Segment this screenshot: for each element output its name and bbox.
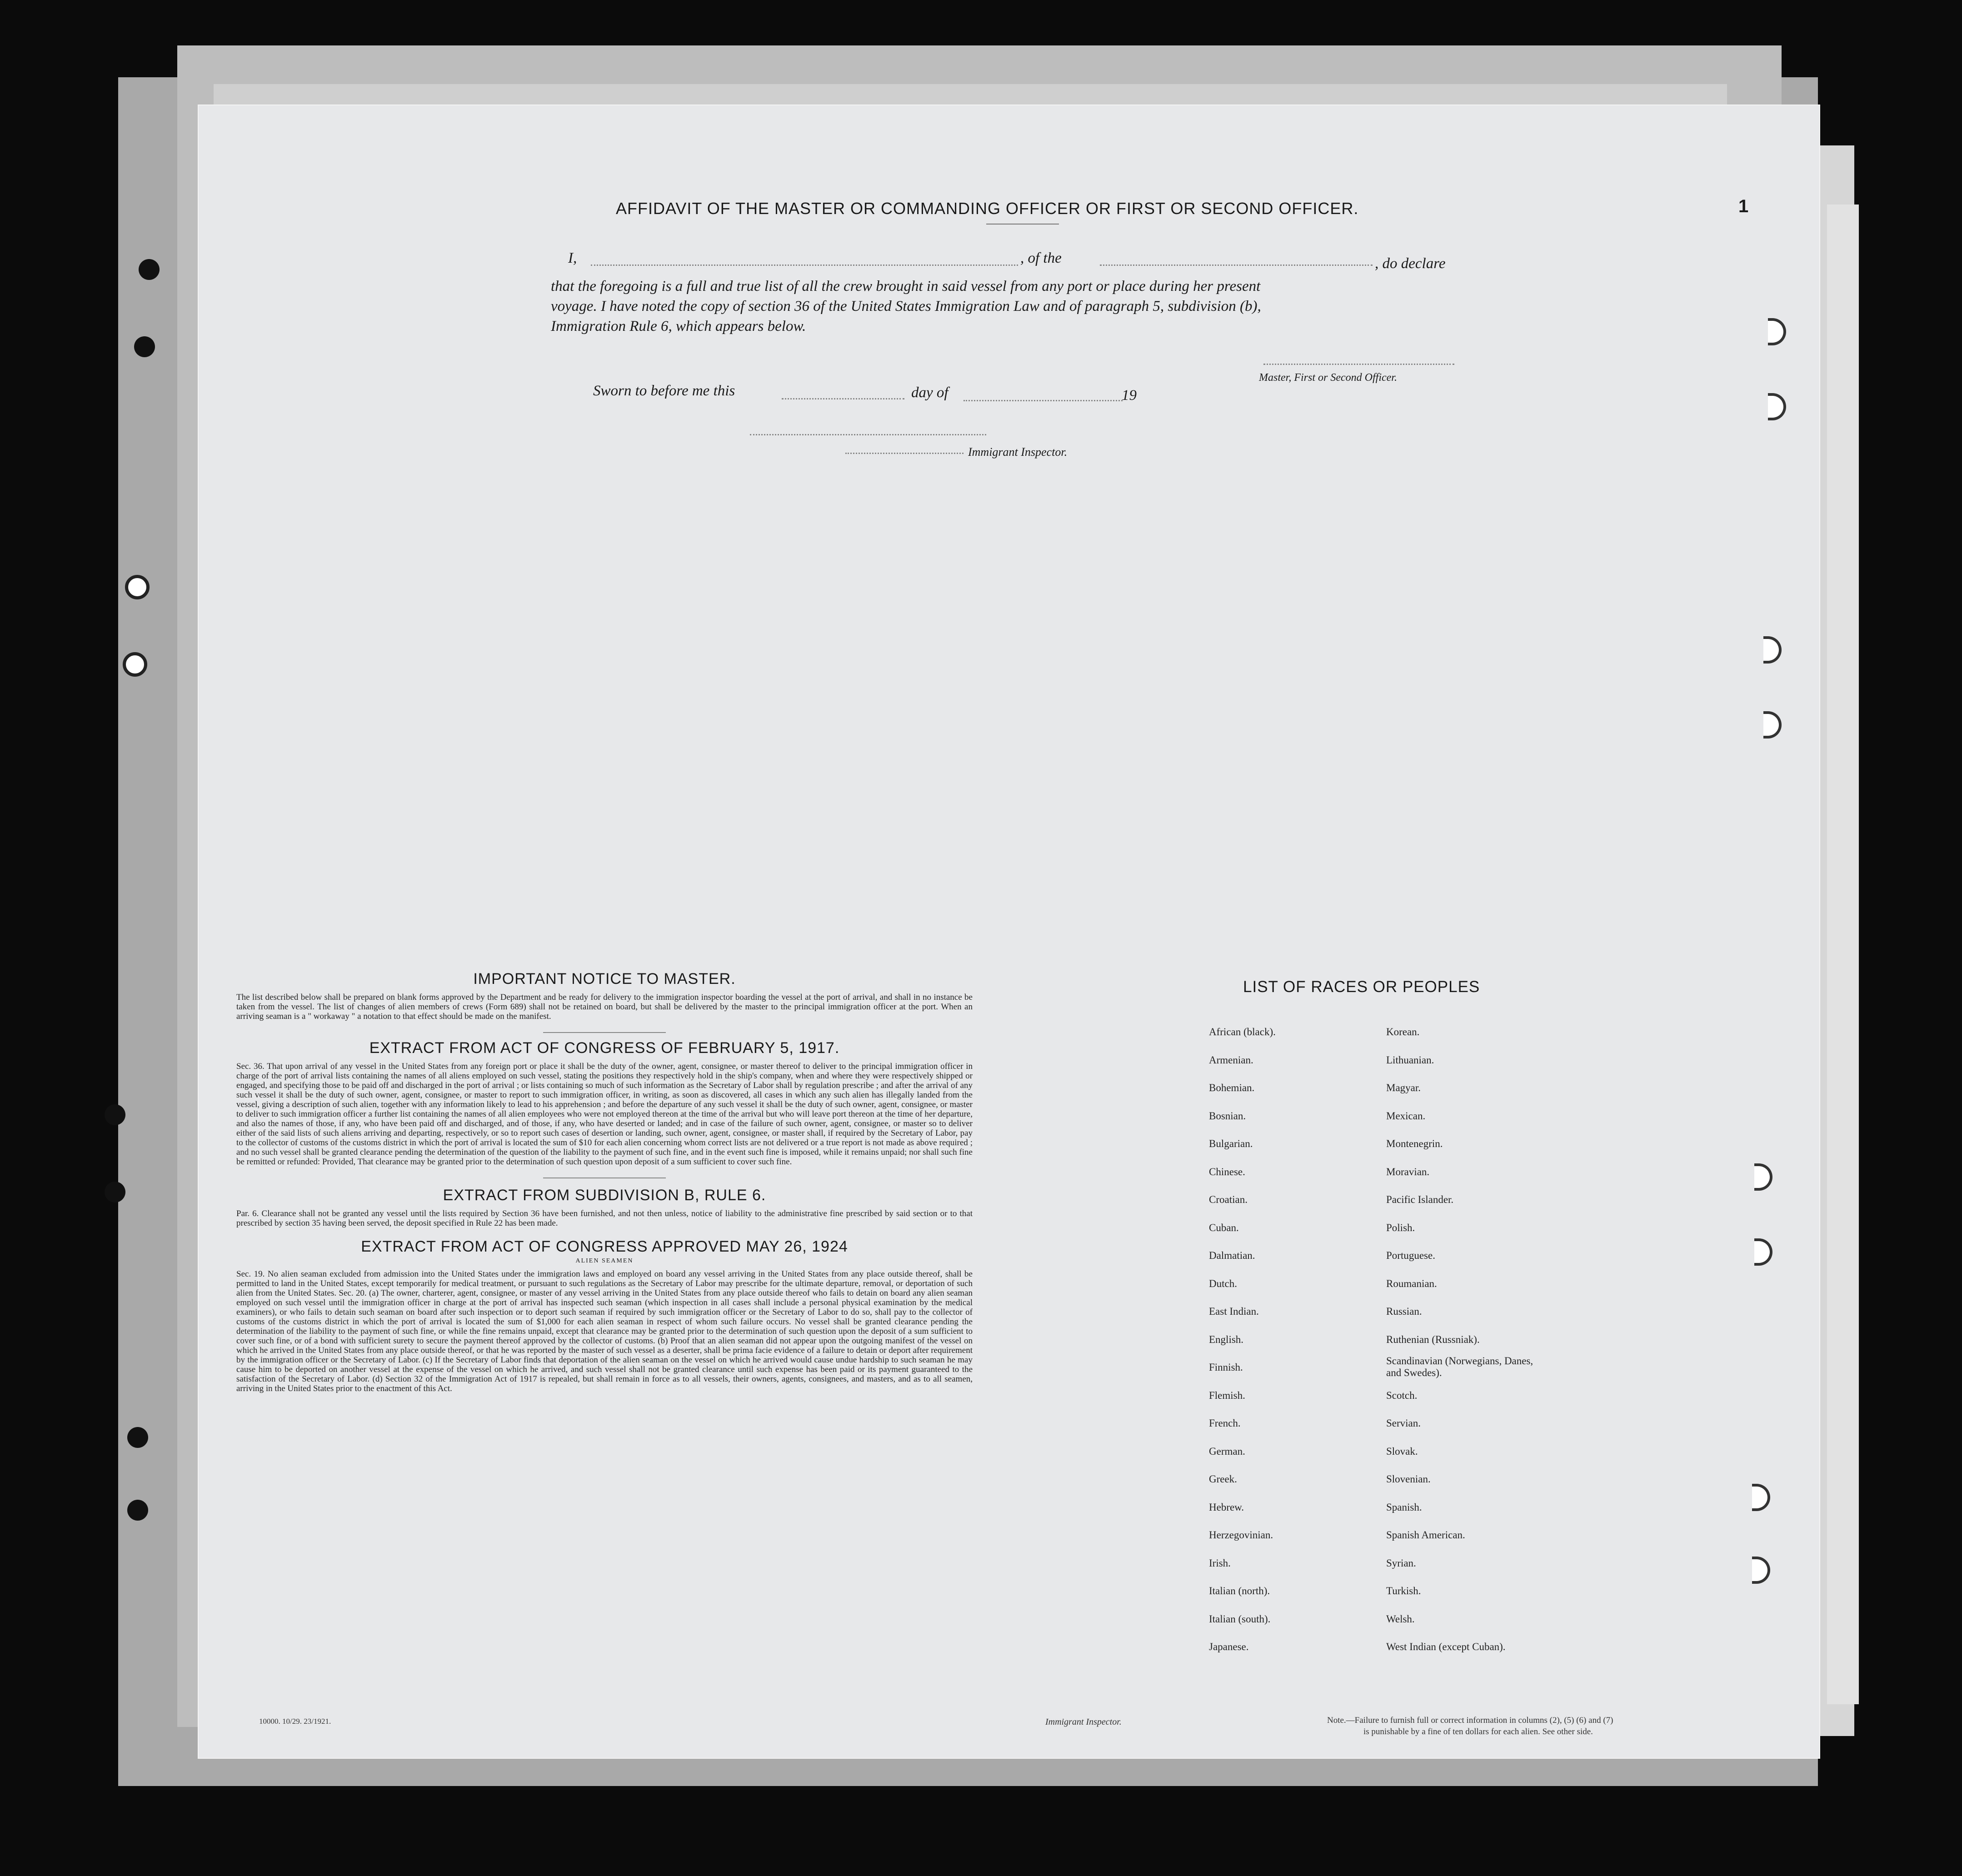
- punch-hole: [125, 575, 150, 599]
- notice-body: The list described below shall be prepared on blank forms approved by the Department and be ready for delivery to the immigration inspector boarding the vessel at the port of arrival, and shall in no instance be taken from the vessel. The list of changes of alien members of crews (Form 689) shall not be retained on board, but shall be delivered by the master to the principal immigration officer at the port. When an arriving seaman is a " workaway " a notation to that effect should be made on the manifest.: [236, 993, 973, 1021]
- race-entry: German.: [1209, 1446, 1245, 1457]
- race-entry: Mexican.: [1386, 1110, 1426, 1122]
- footer-note: is punishable by a fine of ten dollars for each alien. See other side.: [1363, 1727, 1593, 1736]
- race-entry: Bulgarian.: [1209, 1138, 1253, 1149]
- race-entry: Korean.: [1386, 1026, 1420, 1038]
- declaration-end: , do declare: [1375, 255, 1446, 272]
- race-entry: Finnish.: [1209, 1362, 1243, 1373]
- footer-note: Note.—Failure to furnish full or correct information in columns (2), (5) (6) and (7): [1327, 1716, 1613, 1725]
- race-entry: Cuban.: [1209, 1222, 1239, 1233]
- race-entry: Scotch.: [1386, 1390, 1418, 1401]
- signature-label: Master, First or Second Officer.: [1259, 372, 1397, 384]
- inspector-signature-line: [845, 453, 964, 454]
- race-entry: Herzegovinian.: [1209, 1529, 1273, 1541]
- race-entry: Irish.: [1209, 1557, 1231, 1569]
- notice-title: IMPORTANT NOTICE TO MASTER.: [473, 970, 736, 988]
- punch-hole: [105, 1104, 125, 1125]
- day-of-text: day of: [911, 384, 949, 401]
- race-entry: Bohemian.: [1209, 1082, 1255, 1093]
- race-entry: West Indian (except Cuban).: [1386, 1641, 1506, 1652]
- race-entry: Pacific Islander.: [1386, 1194, 1454, 1205]
- month-blank-line: [964, 400, 1123, 401]
- page-number: 1: [1738, 196, 1749, 216]
- divider: [986, 224, 1059, 225]
- punch-hole: [123, 652, 147, 677]
- declaration-line: voyage. I have noted the copy of section 36 of the United States Immigration Law and of paragraph 5, subdivision (b),: [551, 298, 1261, 314]
- declaration-line: that the foregoing is a full and true list of all the crew brought in said vessel from any port or place during her present: [551, 278, 1261, 294]
- race-entry: Italian (south).: [1209, 1613, 1271, 1625]
- signature-line: [1263, 364, 1454, 365]
- declaration-line: Immigration Rule 6, which appears below.: [551, 318, 806, 334]
- race-entry: Chinese.: [1209, 1166, 1245, 1177]
- race-entry: Flemish.: [1209, 1390, 1245, 1401]
- race-entry: Portuguese.: [1386, 1250, 1435, 1261]
- day-blank-line: [782, 398, 904, 399]
- race-entry: Servian.: [1386, 1417, 1421, 1429]
- race-entry: Spanish.: [1386, 1502, 1422, 1513]
- extract-1917-body: Sec. 36. That upon arrival of any vessel in the United States from any foreign port or place it shall be the duty of the owner, agent, consignee, or master thereof to deliver to the principal immigration officer in charge of the port of arrival lists containing the names of all aliens employed on such vessel, stating the positions they respectively hold in the ship's company, when and where they were respectively shipped or engaged, and specifying those to be paid off and discharged in the port of arrival ; or lists containing so much of such information as the Secretary of Labor shall by regulation prescribe ; and after the arrival of any such vessel it shall be the duty of such owner, agent, consignee, or master to report to such immigration officer, in writing, as soon as discovered, all cases in which any such alien has illegally landed from the vessel, giving a description of such alien, together with any information likely to lead to his apprehension ; and before the departure of any such vessel it shall be the duty of such owner, agent, consignee, or master to deliver to such immigration officer a further list containing the names of all alien employees who were not employed thereon at the time of the arrival but who will leave port thereon at the time of her departure, and also the names of those, if any, who have been paid off and discharged, and of those, if any, who have deserted or landed; and in case of the failure of such owner, agent, consignee, or master so to deliver either of the said lists of such aliens arriving and departing, respectively, or so to report such cases of desertion or landing, such owner, agent, consignee, or master shall, if required by the Secretary of Labor, pay to the collector of customs of the customs district in which the port of arrival is located the sum of $10 for each alien concerning whom correct lists are not delivered or a true report is not made as above required ; and no such vessel shall be granted clearance pending the determination of the question of the liability to the payment of such fine, and in the event such fine is imposed, while it remains unpaid; nor shall such fine be remitted or refunded: Provided, That clearance may be granted prior to the determination of such question upon deposit of a sum sufficient to cover such fine.: [236, 1062, 973, 1167]
- race-entry: Ruthenian (Russniak).: [1386, 1334, 1480, 1345]
- race-entry: African (black).: [1209, 1026, 1276, 1038]
- extract-1924-title: EXTRACT FROM ACT OF CONGRESS APPROVED MAY 26, 1924: [361, 1238, 848, 1255]
- extract-1917-title: EXTRACT FROM ACT OF CONGRESS OF FEBRUARY 5, 1917.: [369, 1039, 840, 1057]
- extract-rule6-title: EXTRACT FROM SUBDIVISION B, RULE 6.: [443, 1187, 766, 1204]
- extract-1924-subtitle: ALIEN SEAMEN: [575, 1257, 634, 1264]
- race-entry: East Indian.: [1209, 1306, 1259, 1317]
- divider: [543, 1177, 666, 1178]
- punch-hole: [127, 1427, 148, 1448]
- inspector-signature-line: [750, 434, 986, 435]
- race-entry: Polish.: [1386, 1222, 1415, 1233]
- footer-inspector-label: Immigrant Inspector.: [1045, 1717, 1122, 1727]
- notice-column: [236, 970, 973, 1393]
- race-entry: Montenegrin.: [1386, 1138, 1443, 1149]
- race-entry: Russian.: [1386, 1306, 1422, 1317]
- punch-hole: [134, 336, 155, 357]
- punch-hole: [127, 1500, 148, 1521]
- race-entry: Scandinavian (Norwegians, Danes, and Swedes).: [1386, 1355, 1533, 1378]
- race-entry: Spanish American.: [1386, 1529, 1465, 1541]
- form-sheet: [198, 105, 1820, 1759]
- year-prefix: 19: [1122, 387, 1137, 404]
- race-entry: Welsh.: [1386, 1613, 1415, 1625]
- race-entry: Japanese.: [1209, 1641, 1249, 1652]
- race-entry: Lithuanian.: [1386, 1054, 1434, 1066]
- race-entry: Dalmatian.: [1209, 1250, 1255, 1261]
- inspector-label: Immigrant Inspector.: [968, 445, 1068, 459]
- sworn-text: Sworn to before me this: [593, 383, 735, 399]
- underlying-sheet-edge: [1827, 205, 1859, 1704]
- race-entry: French.: [1209, 1417, 1241, 1429]
- affidavit-title: AFFIDAVIT OF THE MASTER OR COMMANDING OFFICER OR FIRST OR SECOND OFFICER.: [616, 199, 1359, 218]
- vessel-blank-line: [1100, 264, 1373, 266]
- name-blank-line: [591, 264, 1018, 266]
- race-entry: Roumanian.: [1386, 1278, 1437, 1289]
- race-entry: Slovenian.: [1386, 1473, 1431, 1485]
- races-title: LIST OF RACES OR PEOPLES: [1243, 978, 1480, 996]
- divider: [543, 1032, 666, 1033]
- race-entry: Italian (north).: [1209, 1585, 1270, 1597]
- race-entry: Dutch.: [1209, 1278, 1237, 1289]
- race-entry: Moravian.: [1386, 1166, 1430, 1177]
- declaration-start: I,: [568, 250, 577, 266]
- extract-rule6-body: Par. 6. Clearance shall not be granted any vessel until the lists required by Section 36 have been furnished, and not then unless, notice of liability to the administrative fine prescribed by said section or to that prescribed by section 35 having been served, the deposit specified in Rule 22 has been made.: [236, 1209, 973, 1228]
- race-entry: Hebrew.: [1209, 1502, 1244, 1513]
- race-entry: Syrian.: [1386, 1557, 1416, 1569]
- form-code: 10000. 10/29. 23/1921.: [259, 1717, 331, 1726]
- race-entry: Bosnian.: [1209, 1110, 1246, 1122]
- race-entry: Armenian.: [1209, 1054, 1253, 1066]
- race-entry: Croatian.: [1209, 1194, 1248, 1205]
- race-entry: Slovak.: [1386, 1446, 1418, 1457]
- race-entry: Greek.: [1209, 1473, 1237, 1485]
- extract-1924-body: Sec. 19. No alien seaman excluded from admission into the United States under the immigration laws and employed on board any vessel arriving in the United States from any place outside thereof, shall be permitted to land in the United States, except temporarily for medical treatment, or pursuant to such regulations as the Secretary of Labor may prescribe for the ultimate departure, removal, or deportation of such alien from the United States. Sec. 20. (a) The owner, charterer, agent, consignee, or master of any vessel arriving in the United States from any place outside thereof who fails to detain on board any alien seaman employed on such vessel until the immigration officer in charge at the port of arrival has inspected such seaman (which inspection in all cases shall include a personal physical examination by the medical examiners), or who fails to detain such seaman on board after such inspection or to deport such seaman if required by such immigration officer or the Secretary of Labor to do so, shall pay to the collector of customs of the customs district in which the port of arrival is located the sum of $1,000 for each alien seaman in respect of whom such failure occurs. No vessel shall be granted clearance pending the determination of the liability to the payment of such fine, or while the fine remains unpaid, except that clearance may be granted prior to the determination of such question upon the deposit of a sum sufficient to cover such fine, or of a bond with sufficient surety to secure the payment thereof approved by the collector of customs. (b) Proof that an alien seaman did not appear upon the outgoing manifest of the vessel on which he arrived in the United States from any place outside thereof, or that he was reported by the master of such vessel as a deserter, shall be prima facie evidence of a failure to detain or deport after requirement by the immigration officer or the Secretary of Labor. (c) If the Secretary of Labor finds that deportation of the alien seaman on the vessel on which he arrived would cause undue hardship to such seaman he may cause him to be deported on another vessel at the expense of the vessel on which he arrived, and such vessel shall not be granted clearance until such expense has been paid or its payment guaranteed to the satisfaction of the Secretary of Labor. (d) Section 32 of the Immigration Act of 1917 is repealed, but shall remain in force as to all vessels, their owners, agents, consignees, and masters, and as to all seamen, arriving in the United States prior to the enactment of this Act.: [236, 1269, 973, 1393]
- race-entry: Turkish.: [1386, 1585, 1421, 1597]
- declaration-of-the: , of the: [1020, 250, 1062, 266]
- race-entry: Magyar.: [1386, 1082, 1421, 1093]
- punch-hole: [139, 259, 160, 280]
- race-entry: English.: [1209, 1334, 1244, 1345]
- punch-hole: [105, 1182, 125, 1202]
